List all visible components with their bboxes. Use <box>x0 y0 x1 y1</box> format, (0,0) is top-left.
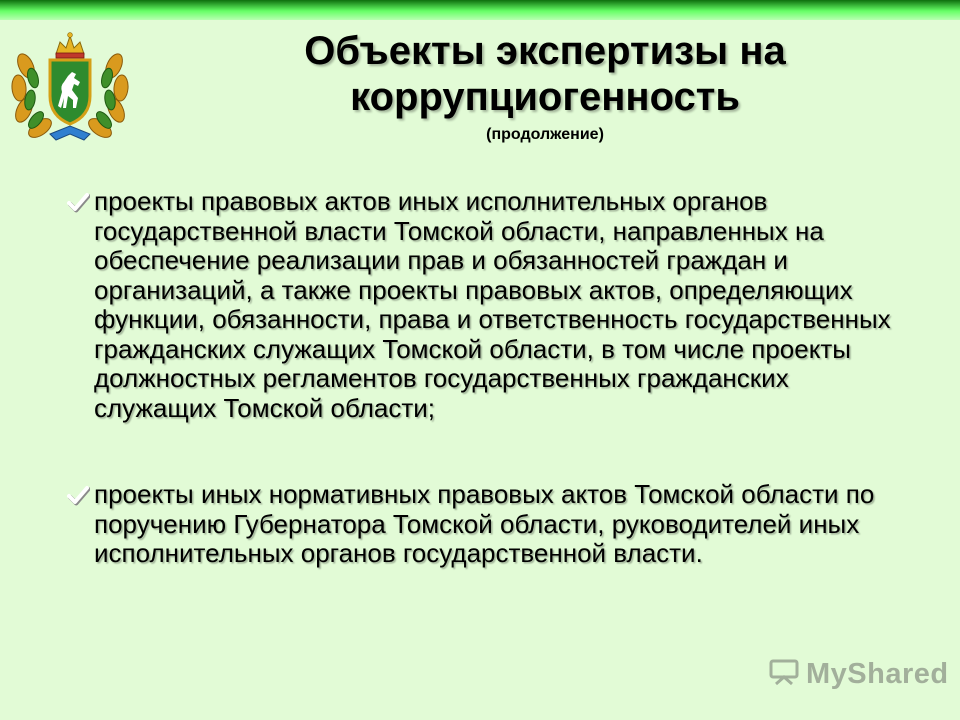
slide-title: Объекты экспертизы на коррупциогенность <box>304 29 786 119</box>
top-decorative-band <box>0 0 960 20</box>
check-mark-icon <box>66 480 94 514</box>
slide-subtitle: (продолжение) <box>486 126 604 143</box>
slide-title-block <box>150 28 940 148</box>
bullet-item <box>66 187 906 423</box>
bullet-list <box>66 187 906 569</box>
bullet-text: проекты правовых актов иных исполнительных органов государственной власти Томской области, направленных на обеспечение реализации прав и обязанностей граждан и организаций, а также проекты правовых актов, определяющих функции, обязанности, права и ответственность государственных гражданских служащих Томской области, в том числе проекты должностных регламентов государственных гражданских служащих Томской области; <box>94 186 891 423</box>
tomsk-coat-of-arms-icon <box>6 26 134 144</box>
check-mark-icon <box>66 187 94 221</box>
bullet-item <box>66 480 906 569</box>
projector-icon <box>768 656 800 693</box>
watermark-text: MyShared <box>806 657 949 690</box>
bullet-text: проекты иных нормативных правовых актов Томской области по поручению Губернатора Томской области, руководителей иных исполнительных органов государственной власти. <box>94 479 875 568</box>
watermark <box>768 654 949 694</box>
